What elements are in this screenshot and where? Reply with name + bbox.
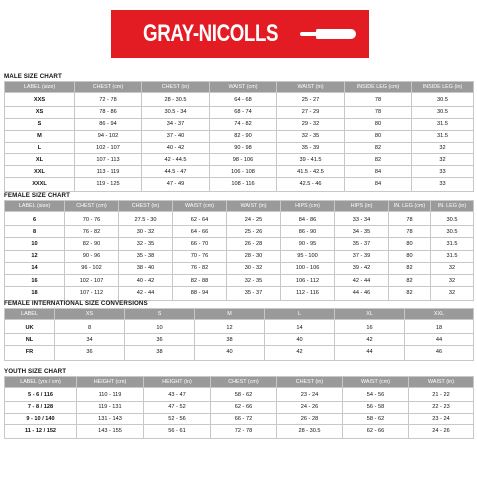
table-cell: 66 - 72 [211, 413, 277, 425]
table-cell: 44.5 - 47 [142, 166, 210, 178]
column-header: XXL [405, 309, 474, 320]
table-row [5, 346, 474, 360]
table-cell: 37 - 39 [335, 250, 389, 262]
column-header: S [125, 309, 195, 320]
table-cell: 94 - 102 [75, 130, 142, 142]
table-cell: 76 - 82 [65, 226, 119, 238]
column-header: WAIST (cm) [210, 82, 277, 93]
row-label: 9 - 10 / 140 [5, 413, 77, 425]
row-label: 16 [5, 274, 65, 286]
table-cell: 86 - 94 [75, 118, 142, 130]
table-cell: 112 - 116 [281, 287, 335, 301]
table-cell: 30.5 [412, 106, 474, 118]
table-cell: 107 - 112 [65, 287, 119, 301]
table-row [5, 388, 474, 402]
table-cell: 88 - 94 [173, 287, 227, 301]
table-cell: 14 [265, 320, 335, 334]
table-cell: 102 - 107 [75, 142, 142, 154]
table-cell: 78 [389, 226, 431, 238]
column-header: XS [55, 309, 125, 320]
column-header: LABEL [5, 309, 55, 320]
table-row [5, 212, 474, 226]
female-size-table [4, 200, 474, 301]
table-cell: 76 - 82 [173, 262, 227, 274]
table-cell: 21 - 22 [409, 388, 474, 402]
header-row [5, 377, 474, 388]
table-cell: 100 - 106 [281, 262, 335, 274]
intl-size-title: FEMALE INTERNATIONAL SIZE CONVERSIONS [4, 300, 148, 307]
table-cell: 26 - 28 [277, 413, 343, 425]
table-cell: 62 - 66 [343, 425, 409, 439]
table-cell: 90 - 95 [281, 238, 335, 250]
row-label: 5 - 6 / 116 [5, 388, 77, 402]
table-row [5, 238, 474, 250]
table-row [5, 178, 474, 192]
column-header: LABEL (size) [5, 82, 75, 93]
table-cell: 24 - 25 [227, 212, 281, 226]
table-cell: 143 - 155 [77, 425, 144, 439]
table-cell: 98 - 106 [210, 154, 277, 166]
table-cell: 10 [125, 320, 195, 334]
row-label: S [5, 118, 75, 130]
table-cell: 80 [345, 130, 412, 142]
table-cell: 18 [405, 320, 474, 334]
table-cell: 36 [125, 334, 195, 346]
table-cell: 119 - 131 [77, 401, 144, 413]
table-cell: 30.5 [431, 212, 474, 226]
row-label: 7 - 8 / 128 [5, 401, 77, 413]
table-row [5, 425, 474, 439]
table-cell: 70 - 76 [173, 250, 227, 262]
table-cell: 44 [335, 346, 405, 360]
table-cell: 54 - 56 [343, 388, 409, 402]
male-size-table [4, 81, 474, 192]
table-cell: 40 - 42 [119, 274, 173, 286]
table-cell: 42 [265, 346, 335, 360]
row-label: XXL [5, 166, 75, 178]
table-cell: 43 - 47 [144, 388, 211, 402]
table-cell: 58 - 62 [211, 388, 277, 402]
row-label: XXXL [5, 178, 75, 192]
table-cell: 23 - 24 [409, 413, 474, 425]
row-label: 8 [5, 226, 65, 238]
table-cell: 24 - 26 [409, 425, 474, 439]
table-cell: 64 - 66 [173, 226, 227, 238]
table-cell: 74 - 82 [210, 118, 277, 130]
table-cell: 25 - 27 [277, 93, 345, 107]
row-label: XXS [5, 93, 75, 107]
table-cell: 33 - 34 [335, 212, 389, 226]
row-label: XL [5, 154, 75, 166]
table-cell: 30 - 32 [227, 262, 281, 274]
table-cell: 40 - 42 [142, 142, 210, 154]
table-cell: 30 - 32 [119, 226, 173, 238]
table-cell: 86 - 90 [281, 226, 335, 238]
table-cell: 31.5 [431, 238, 474, 250]
table-cell: 96 - 102 [65, 262, 119, 274]
row-label: 14 [5, 262, 65, 274]
table-cell: 106 - 112 [281, 274, 335, 286]
table-cell: 31.5 [431, 250, 474, 262]
table-cell: 42 [335, 334, 405, 346]
table-cell: 35 - 39 [277, 142, 345, 154]
table-cell: 32 [431, 287, 474, 301]
table-cell: 42 - 44 [335, 274, 389, 286]
table-cell: 84 - 86 [281, 212, 335, 226]
table-cell: 35 - 38 [119, 250, 173, 262]
table-cell: 25 - 26 [227, 226, 281, 238]
column-header: INSIDE LEG (in) [412, 82, 474, 93]
table-cell: 80 [389, 250, 431, 262]
female-size-section [4, 191, 473, 301]
table-cell: 66 - 70 [173, 238, 227, 250]
table-cell: 12 [195, 320, 265, 334]
logo-wordmark: GRAY-NICOLLS [143, 20, 279, 47]
table-cell: 28 - 30.5 [277, 425, 343, 439]
table-cell: 90 - 96 [65, 250, 119, 262]
table-row [5, 130, 474, 142]
header-row [5, 201, 474, 212]
row-label: FR [5, 346, 55, 360]
table-cell: 16 [335, 320, 405, 334]
table-cell: 102 - 107 [65, 274, 119, 286]
table-cell: 82 - 90 [210, 130, 277, 142]
column-header: LABEL (yrs / cm) [5, 377, 77, 388]
column-header: WAIST (in) [227, 201, 281, 212]
column-header: WAIST (cm) [343, 377, 409, 388]
table-cell: 31.5 [412, 130, 474, 142]
table-cell: 39 - 41.5 [277, 154, 345, 166]
table-cell: 32 [412, 142, 474, 154]
table-cell: 41.5 - 42.5 [277, 166, 345, 178]
table-cell: 32 [431, 274, 474, 286]
table-row [5, 334, 474, 346]
table-cell: 82 [389, 262, 431, 274]
table-row [5, 262, 474, 274]
brand-header [0, 0, 477, 70]
column-header: HIPS (cm) [281, 201, 335, 212]
table-cell: 82 [345, 142, 412, 154]
table-cell: 82 - 88 [173, 274, 227, 286]
female-size-title: FEMALE SIZE CHART [4, 192, 70, 199]
table-cell: 39 - 42 [335, 262, 389, 274]
table-cell: 62 - 66 [211, 401, 277, 413]
table-cell: 78 [389, 212, 431, 226]
table-cell: 80 [345, 118, 412, 130]
table-cell: 38 [125, 346, 195, 360]
header-row [5, 82, 474, 93]
table-cell: 68 - 74 [210, 106, 277, 118]
table-row [5, 93, 474, 107]
table-row [5, 154, 474, 166]
table-row [5, 401, 474, 413]
column-header: CHEST (in) [277, 377, 343, 388]
row-label: UK [5, 320, 55, 334]
column-header: L [265, 309, 335, 320]
table-cell: 32 - 35 [119, 238, 173, 250]
column-header: INSIDE LEG (cm) [345, 82, 412, 93]
row-label: M [5, 130, 75, 142]
table-cell: 47 - 52 [144, 401, 211, 413]
table-cell: 95 - 100 [281, 250, 335, 262]
row-label: NL [5, 334, 55, 346]
table-cell: 28 - 30.5 [142, 93, 210, 107]
column-header: WAIST (in) [277, 82, 345, 93]
table-cell: 27 - 29 [277, 106, 345, 118]
gray-nicolls-logo [111, 10, 369, 58]
table-cell: 33 [412, 178, 474, 192]
table-cell: 22 - 23 [409, 401, 474, 413]
column-header: XL [335, 309, 405, 320]
table-cell: 31.5 [412, 118, 474, 130]
table-row [5, 320, 474, 334]
table-cell: 23 - 24 [277, 388, 343, 402]
column-header: WAIST (in) [409, 377, 474, 388]
youth-size-title: YOUTH SIZE CHART [4, 368, 67, 375]
table-cell: 110 - 119 [77, 388, 144, 402]
column-header: M [195, 309, 265, 320]
table-cell: 8 [55, 320, 125, 334]
table-cell: 32 [412, 154, 474, 166]
table-cell: 47 - 49 [142, 178, 210, 192]
column-header: IN. LEG (in) [431, 201, 474, 212]
table-cell: 44 - 46 [335, 287, 389, 301]
column-header: CHEST (in) [119, 201, 173, 212]
column-header: LABEL (size) [5, 201, 65, 212]
table-cell: 27.5 - 30 [119, 212, 173, 226]
table-cell: 82 [389, 274, 431, 286]
table-cell: 24 - 26 [277, 401, 343, 413]
column-header: HEIGHT (in) [144, 377, 211, 388]
table-cell: 78 - 86 [75, 106, 142, 118]
table-cell: 62 - 64 [173, 212, 227, 226]
table-cell: 37 - 40 [142, 130, 210, 142]
column-header: CHEST (cm) [211, 377, 277, 388]
table-cell: 38 [195, 334, 265, 346]
table-cell: 35 - 37 [227, 287, 281, 301]
table-cell: 42 - 44.5 [142, 154, 210, 166]
table-cell: 32 [431, 262, 474, 274]
table-cell: 52 - 56 [144, 413, 211, 425]
column-header: CHEST (in) [142, 82, 210, 93]
table-cell: 119 - 125 [75, 178, 142, 192]
table-cell: 106 - 108 [210, 166, 277, 178]
male-size-section [4, 72, 473, 192]
table-cell: 82 - 90 [65, 238, 119, 250]
table-row [5, 118, 474, 130]
table-cell: 30.5 - 34 [142, 106, 210, 118]
table-cell: 40 [195, 346, 265, 360]
table-cell: 82 [345, 154, 412, 166]
table-cell: 33 [412, 166, 474, 178]
column-header: IN. LEG (cm) [389, 201, 431, 212]
table-cell: 82 [389, 287, 431, 301]
table-cell: 78 [345, 106, 412, 118]
table-cell: 42.5 - 46 [277, 178, 345, 192]
table-cell: 44 [405, 334, 474, 346]
table-cell: 56 - 58 [343, 401, 409, 413]
table-cell: 30.5 [431, 226, 474, 238]
table-cell: 28 - 30 [227, 250, 281, 262]
column-header: CHEST (cm) [75, 82, 142, 93]
table-cell: 84 [345, 166, 412, 178]
table-cell: 34 - 37 [142, 118, 210, 130]
table-cell: 64 - 68 [210, 93, 277, 107]
table-cell: 34 [55, 334, 125, 346]
table-cell: 80 [389, 238, 431, 250]
table-row [5, 166, 474, 178]
table-row [5, 226, 474, 238]
table-cell: 35 - 37 [335, 238, 389, 250]
table-cell: 131 - 143 [77, 413, 144, 425]
table-row [5, 413, 474, 425]
table-cell: 32 - 35 [227, 274, 281, 286]
table-row [5, 250, 474, 262]
row-label: L [5, 142, 75, 154]
header-row [5, 309, 474, 320]
table-cell: 113 - 119 [75, 166, 142, 178]
table-cell: 72 - 78 [211, 425, 277, 439]
youth-size-section [4, 367, 473, 439]
table-cell: 72 - 78 [75, 93, 142, 107]
table-cell: 90 - 98 [210, 142, 277, 154]
table-cell: 108 - 116 [210, 178, 277, 192]
table-cell: 34 - 35 [335, 226, 389, 238]
cricket-bat-icon [300, 29, 356, 39]
row-label: 10 [5, 238, 65, 250]
table-cell: 78 [345, 93, 412, 107]
row-label: 12 [5, 250, 65, 262]
table-cell: 30.5 [412, 93, 474, 107]
table-cell: 38 - 40 [119, 262, 173, 274]
male-size-title: MALE SIZE CHART [4, 73, 62, 80]
row-label: 18 [5, 287, 65, 301]
table-cell: 36 [55, 346, 125, 360]
table-row [5, 142, 474, 154]
column-header: WAIST (cm) [173, 201, 227, 212]
table-cell: 58 - 62 [343, 413, 409, 425]
row-label: XS [5, 106, 75, 118]
table-row [5, 106, 474, 118]
row-label: 6 [5, 212, 65, 226]
table-cell: 29 - 32 [277, 118, 345, 130]
column-header: HIPS (in) [335, 201, 389, 212]
intl-size-section [4, 299, 473, 361]
table-cell: 42 - 44 [119, 287, 173, 301]
table-cell: 56 - 61 [144, 425, 211, 439]
table-cell: 40 [265, 334, 335, 346]
column-header: HEIGHT (cm) [77, 377, 144, 388]
table-cell: 46 [405, 346, 474, 360]
row-label: 11 - 12 / 152 [5, 425, 77, 439]
table-cell: 70 - 76 [65, 212, 119, 226]
column-header: CHEST (cm) [65, 201, 119, 212]
table-cell: 26 - 28 [227, 238, 281, 250]
youth-size-table [4, 376, 474, 439]
table-cell: 107 - 113 [75, 154, 142, 166]
table-row [5, 274, 474, 286]
table-cell: 84 [345, 178, 412, 192]
intl-size-table [4, 308, 474, 361]
table-cell: 32 - 35 [277, 130, 345, 142]
